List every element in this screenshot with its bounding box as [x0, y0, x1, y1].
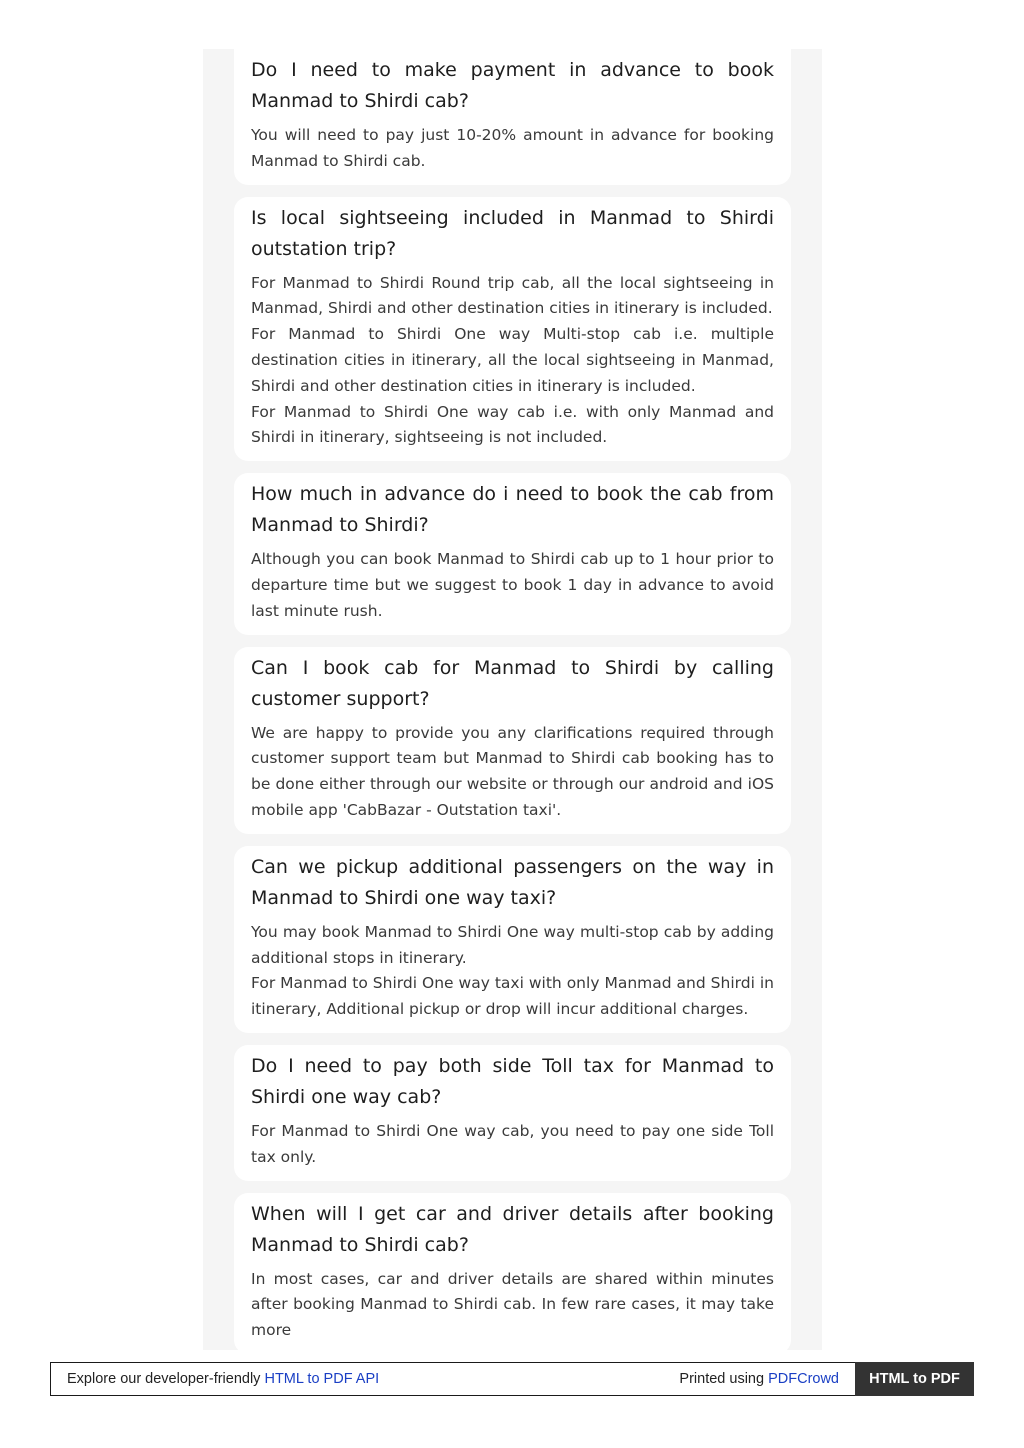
faq-card — [234, 49, 791, 185]
faq-answer — [251, 547, 774, 624]
footer-promo — [67, 1363, 379, 1395]
faq-answer-paragraph: For Manmad to Shirdi One way cab i.e. with only Manmad and Shirdi in itinerary, sightseeing is not included. — [251, 402, 774, 447]
faq-answer — [251, 271, 774, 452]
faq-card — [234, 846, 791, 1033]
faq-answer-paragraph: Although you can book Manmad to Shirdi cab up to 1 hour prior to departure time but we suggest to book 1 day in advance to avoid last minute rush. — [251, 550, 774, 620]
faq-answer — [251, 721, 774, 824]
pdfcrowd-link[interactable]: PDFCrowd — [768, 1371, 839, 1387]
faq-answer — [251, 123, 774, 175]
faq-answer-paragraph: For Manmad to Shirdi One way cab, you need to pay one side Toll tax only. — [251, 1121, 774, 1166]
faq-answer-paragraph: In most cases, car and driver details are shared within minutes after booking Manmad to Shirdi cab. In few rare cases, it may take more — [251, 1269, 774, 1340]
html-to-pdf-api-link[interactable]: HTML to PDF API — [264, 1371, 380, 1387]
faq-card — [234, 647, 791, 834]
footer-printed-text: Printed using — [679, 1371, 769, 1387]
faq-question: Do I need to make payment in advance to book Manmad to Shirdi cab? — [251, 59, 774, 112]
faq-card — [234, 473, 791, 634]
faq-question: When will I get car and driver details after booking Manmad to Shirdi cab? — [251, 1202, 774, 1256]
faq-column — [203, 49, 822, 1350]
faq-answer-paragraph: We are happy to provide you any clarifications required through customer support team but Manmad to Shirdi cab booking has to be done either through our website or through our android and iOS mobile app 'CabBazar - Outstation taxi'. — [251, 723, 774, 819]
faq-answer — [251, 1119, 774, 1171]
faq-answer-paragraph: You may book Manmad to Shirdi One way multi-stop cab by adding additional stops in itinerary. — [251, 922, 774, 967]
faq-answer-paragraph: For Manmad to Shirdi Round trip cab, all the local sightseeing in Manmad, Shirdi and other destination cities in itinerary is included. — [251, 273, 774, 318]
faq-question: Can I book cab for Manmad to Shirdi by calling customer support? — [251, 656, 774, 710]
footer-printed-using — [679, 1363, 839, 1395]
faq-question: How much in advance do i need to book the cab from Manmad to Shirdi? — [251, 483, 774, 537]
faq-card — [234, 1193, 791, 1350]
faq-question: Do I need to pay both side Toll tax for Manmad to Shirdi one way cab? — [251, 1054, 774, 1108]
faq-card — [234, 1045, 791, 1181]
faq-answer-paragraph: For Manmad to Shirdi One way taxi with only Manmad and Shirdi in itinerary, Additional pickup or drop will incur additional charges. — [251, 974, 774, 1019]
html-to-pdf-badge[interactable]: HTML to PDF — [855, 1362, 974, 1396]
faq-card — [234, 197, 791, 462]
faq-answer-paragraph: For Manmad to Shirdi One way Multi-stop cab i.e. multiple destination cities in itinerary, all the local sightseeing in Manmad, Shirdi and other destination cities in itinerary is included. — [251, 325, 774, 395]
faq-question: Is local sightseeing included in Manmad to Shirdi outstation trip? — [251, 206, 774, 260]
faq-answer — [251, 1267, 774, 1344]
faq-question: Can we pickup additional passengers on the way in Manmad to Shirdi one way taxi? — [251, 855, 774, 909]
faq-answer — [251, 920, 774, 1023]
pdf-footer — [50, 1362, 974, 1396]
faq-answer-paragraph: You will need to pay just 10-20% amount in advance for booking Manmad to Shirdi cab. — [251, 126, 774, 170]
footer-promo-text: Explore our developer-friendly — [67, 1371, 265, 1387]
faq-list — [234, 49, 791, 1350]
